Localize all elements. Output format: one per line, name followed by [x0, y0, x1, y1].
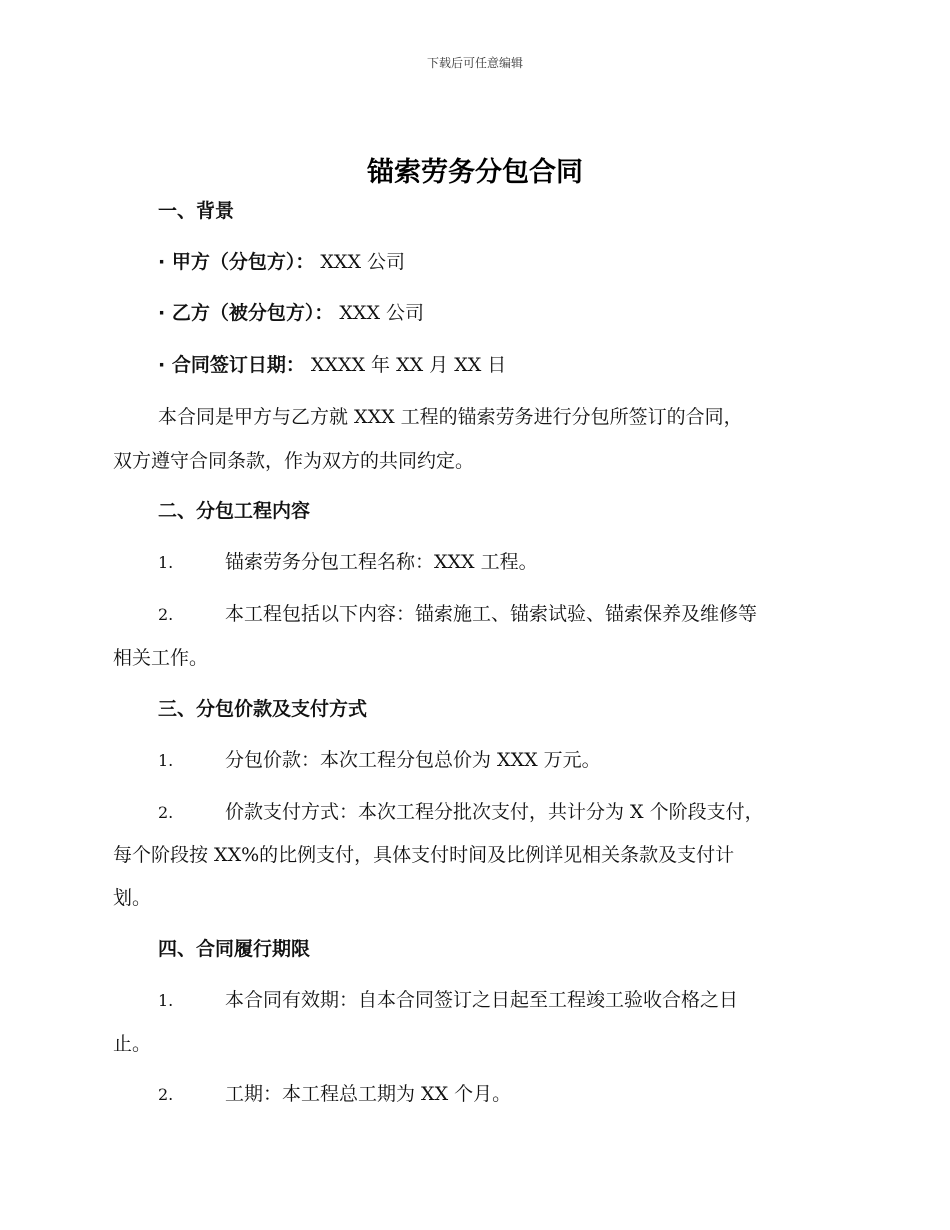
party-a-label: · 甲方（分包方）： — [158, 251, 315, 273]
section-2-item-2-number: 2. — [158, 605, 174, 624]
section-2-item-2-line-1: 本工程包括以下内容：锚索施工、锚索试验、锚索保养及维修等 — [225, 603, 758, 625]
section-4-item-2-number: 2. — [158, 1085, 174, 1104]
section-1-heading: 一、背景 — [158, 200, 235, 222]
party-a-line — [158, 249, 405, 275]
section-4-item-2-text: 工期：本工程总工期为 XX 个月。 — [225, 1083, 512, 1105]
document-title: 锚索劳务分包合同 — [367, 157, 583, 188]
party-a-value: XXX 公司 — [320, 251, 406, 273]
section-2-item-1-number: 1. — [158, 553, 174, 572]
background-paragraph-line-2: 双方遵守合同条款，作为双方的共同约定。 — [113, 450, 475, 472]
section-4-item-1-line-1: 本合同有效期：自本合同签订之日起至工程竣工验收合格之日 — [225, 989, 739, 1011]
section-3-heading: 三、分包价款及支付方式 — [158, 698, 368, 720]
party-b-line — [158, 300, 424, 326]
section-3-item-2-line-2: 每个阶段按 XX%的比例支付，具体支付时间及比例详见相关条款及支付计 — [113, 844, 735, 866]
section-3-item-2-line-3: 划。 — [113, 887, 152, 909]
section-3-item-2-line-1: 价款支付方式：本次工程分批次支付，共计分为 X 个阶段支付， — [225, 801, 764, 823]
party-b-value: XXX 公司 — [339, 302, 425, 324]
section-2-heading: 二、分包工程内容 — [158, 500, 311, 522]
section-4-item-1-line-2: 止。 — [113, 1033, 152, 1055]
header-note: 下载后可任意编辑 — [426, 56, 523, 70]
sign-date-label: · 合同签订日期： — [158, 354, 305, 376]
section-4-item-1-number: 1. — [158, 991, 174, 1010]
sign-date-line — [158, 352, 506, 378]
sign-date-value: XXXX 年 XX 月 XX 日 — [310, 354, 507, 376]
section-4-heading: 四、合同履行期限 — [158, 938, 311, 960]
background-paragraph-line-1: 本合同是甲方与乙方就 XXX 工程的锚索劳务进行分包所签订的合同， — [158, 406, 743, 428]
section-3-item-1-number: 1. — [158, 751, 174, 770]
section-2-item-2-line-2: 相关工作。 — [113, 647, 209, 669]
section-3-item-1-text: 分包价款：本次工程分包总价为 XXX 万元。 — [225, 749, 601, 771]
section-2-item-1-text: 锚索劳务分包工程名称：XXX 工程。 — [225, 551, 538, 573]
section-3-item-2-number: 2. — [158, 803, 174, 822]
party-b-label: · 乙方（被分包方）： — [158, 302, 334, 324]
